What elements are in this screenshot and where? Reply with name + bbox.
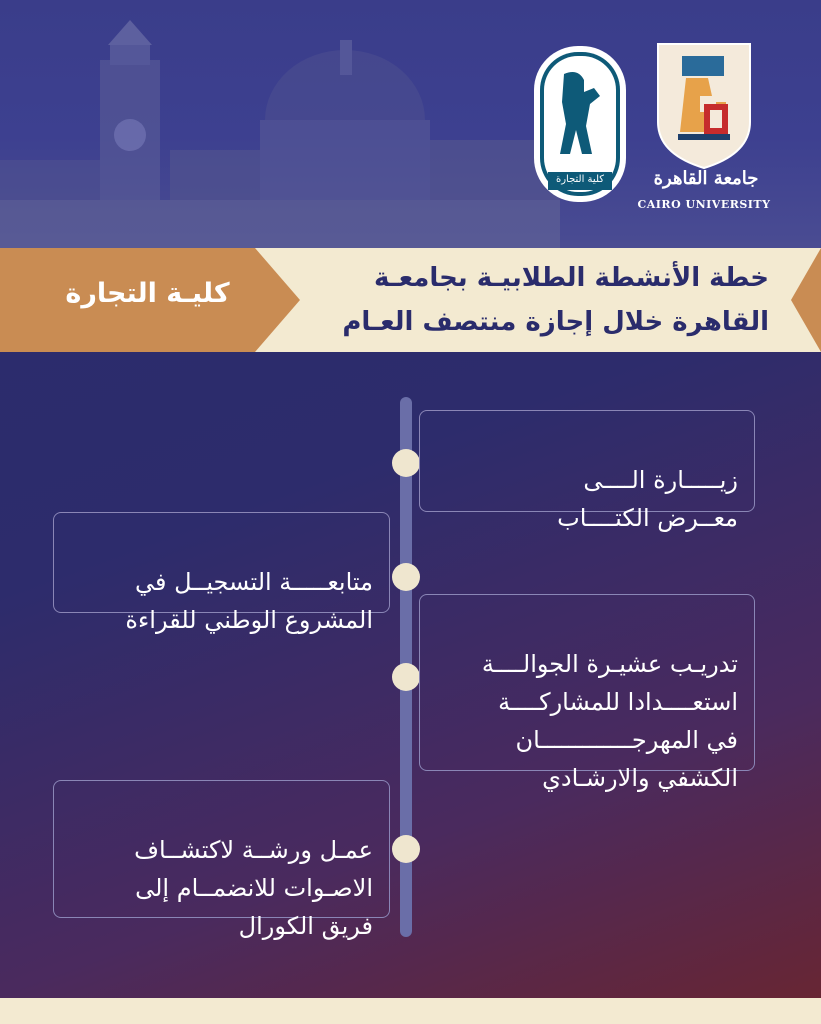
header-photo	[0, 0, 821, 248]
timeline-dot	[392, 563, 420, 591]
timeline-dot	[392, 663, 420, 691]
faculty-label: كليـة التجارة	[65, 278, 230, 309]
title-banner	[0, 248, 821, 352]
activity-card	[53, 512, 390, 634]
activity-card	[419, 410, 755, 532]
timeline-dot	[392, 835, 420, 863]
footer-bar	[0, 998, 821, 1024]
timeline-dot	[392, 449, 420, 477]
activity-card	[53, 780, 390, 940]
cairo-university-logo	[656, 42, 752, 170]
activity-text: عمـل ورشــة لاكتشــاف الاصـوات للانضمــام إلى فريق الكورال	[134, 836, 373, 940]
banner-right-tab	[791, 248, 821, 352]
cairo-university-english-name: CAIRO UNIVERSITY	[637, 198, 771, 211]
university-building-photo	[0, 0, 560, 248]
faculty-of-commerce-logo	[532, 44, 628, 204]
activity-card	[419, 594, 755, 792]
activity-text: زيـــــارة الــــى معــرض الكتــــاب	[557, 466, 738, 532]
activity-text: تدريـب عشيـرة الجوالــــة استعــــدادا للمشاركــــة في المهرجـــــــــــــان الكشفي والارشـادي	[481, 650, 738, 792]
plan-title: خطة الأنشطة الطلابيـة بجامعـة القاهرة خلال إجازة منتصف العـام	[342, 263, 769, 337]
activity-text: متابعـــــة التسجيــل في المشروع الوطني للقراءة	[125, 568, 373, 634]
cairo-university-arabic-name: جامعة القاهرة	[653, 168, 759, 189]
faculty-logo-text: كلية التجارة	[555, 174, 605, 185]
